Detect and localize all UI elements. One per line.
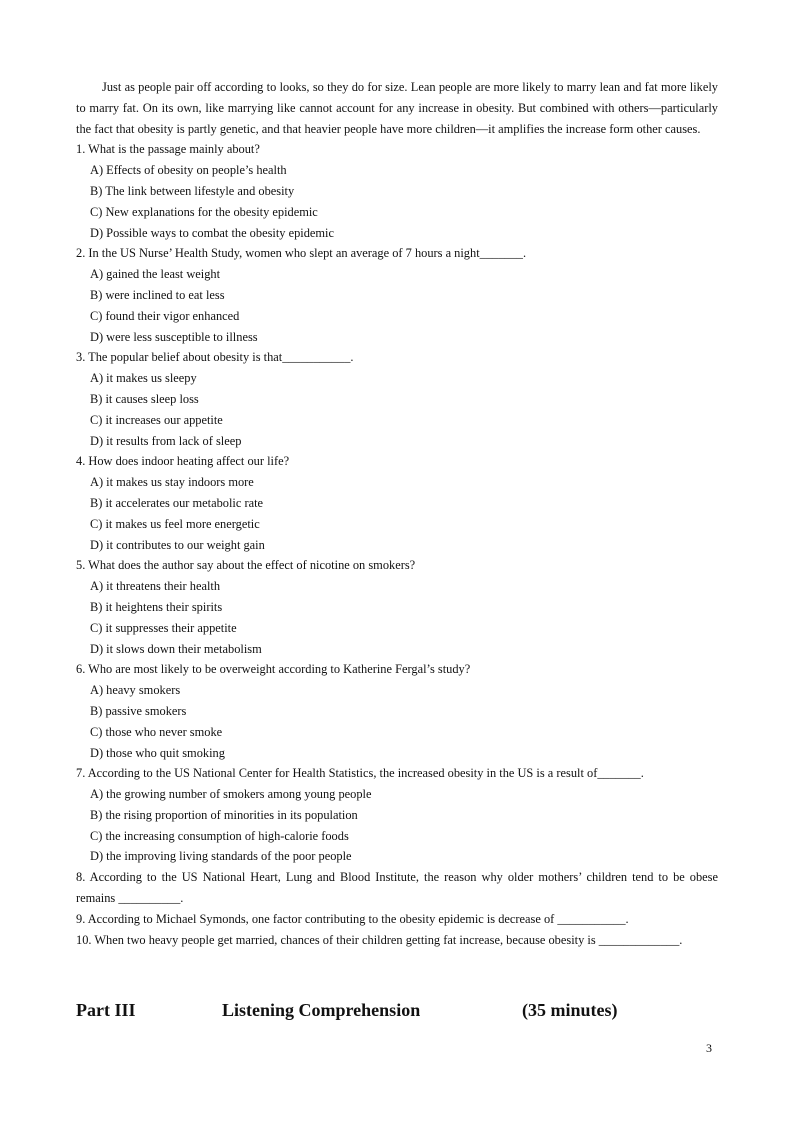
question-1 (76, 139, 718, 243)
part-label: Part III (76, 1000, 136, 1020)
option-a: A) heavy smokers (90, 683, 181, 698)
question-text: 3. The popular belief about obesity is that___________. (76, 350, 354, 365)
option-c: C) New explanations for the obesity epidemic (90, 204, 318, 219)
question-10: 10. When two heavy people get married, chances of their children getting fat increase, because obesity is _____________. (76, 932, 683, 947)
question-text: 7. According to the US National Center for Health Statistics, the increased obesity in the US is a result of_______. (76, 766, 644, 781)
question-6 (76, 659, 718, 763)
option-d: D) it results from lack of sleep (90, 433, 242, 448)
option-b: B) passive smokers (90, 703, 187, 718)
option-a: A) Effects of obesity on people’s health (90, 163, 287, 178)
option-d: D) it slows down their metabolism (90, 641, 262, 656)
option-b: B) it heightens their spirits (90, 599, 223, 614)
option-b: B) it causes sleep loss (90, 391, 199, 406)
option-a: A) it threatens their health (90, 579, 221, 594)
question-text: 1. What is the passage mainly about? (76, 142, 260, 157)
option-b: B) the rising proportion of minorities in its population (90, 807, 358, 822)
question-7 (76, 763, 718, 867)
question-3 (76, 347, 718, 451)
page-number: 3 (706, 1041, 712, 1055)
option-d: D) Possible ways to combat the obesity epidemic (90, 225, 334, 240)
document-body (76, 77, 718, 950)
option-c: C) found their vigor enhanced (90, 308, 240, 323)
option-d: D) the improving living standards of the poor people (90, 849, 352, 864)
option-b: B) it accelerates our metabolic rate (90, 495, 264, 510)
option-a: A) it makes us stay indoors more (90, 475, 254, 490)
option-a: A) gained the least weight (90, 267, 221, 282)
option-c: C) it suppresses their appetite (90, 620, 237, 635)
question-text: 5. What does the author say about the effect of nicotine on smokers? (76, 558, 416, 573)
option-c: C) it increases our appetite (90, 412, 223, 427)
question-text: 6. Who are most likely to be overweight according to Katherine Fergal’s study? (76, 662, 471, 677)
option-b: B) The link between lifestyle and obesity (90, 183, 295, 198)
option-c: C) it makes us feel more energetic (90, 516, 260, 531)
question-5 (76, 555, 718, 659)
option-b: B) were inclined to eat less (90, 287, 225, 302)
option-d: D) were less susceptible to illness (90, 329, 258, 344)
part-heading (76, 1000, 718, 1028)
option-c: C) the increasing consumption of high-calorie foods (90, 828, 349, 843)
question-2 (76, 243, 718, 347)
option-d: D) those who quit smoking (90, 745, 225, 760)
option-a: A) the growing number of smokers among young people (90, 787, 372, 802)
option-a: A) it makes us sleepy (90, 371, 197, 386)
part-time: (35 minutes) (522, 1000, 618, 1020)
question-text: 4. How does indoor heating affect our life? (76, 454, 290, 469)
passage-paragraph: Just as people pair off according to looks, so they do for size. Lean people are more likely to marry lean and fat more likely to marry fat. On its own, like marrying like cannot account for any increase in obesity. But combined with others—particularly the fact that obesity is partly genetic, and that heavier people have more children—it amplifies the increase form other causes. (76, 80, 718, 136)
question-9: 9. According to Michael Symonds, one factor contributing to the obesity epidemic is decrease of ___________. (76, 911, 629, 926)
part-name: Listening Comprehension (222, 1000, 421, 1020)
option-c: C) those who never smoke (90, 724, 223, 739)
question-8: 8. According to the US National Heart, Lung and Blood Institute, the reason why older mothers’ children tend to be obese remains __________. (76, 870, 718, 906)
question-4 (76, 451, 718, 555)
question-text: 2. In the US Nurse’ Health Study, women who slept an average of 7 hours a night_______. (76, 246, 527, 261)
option-d: D) it contributes to our weight gain (90, 537, 265, 552)
